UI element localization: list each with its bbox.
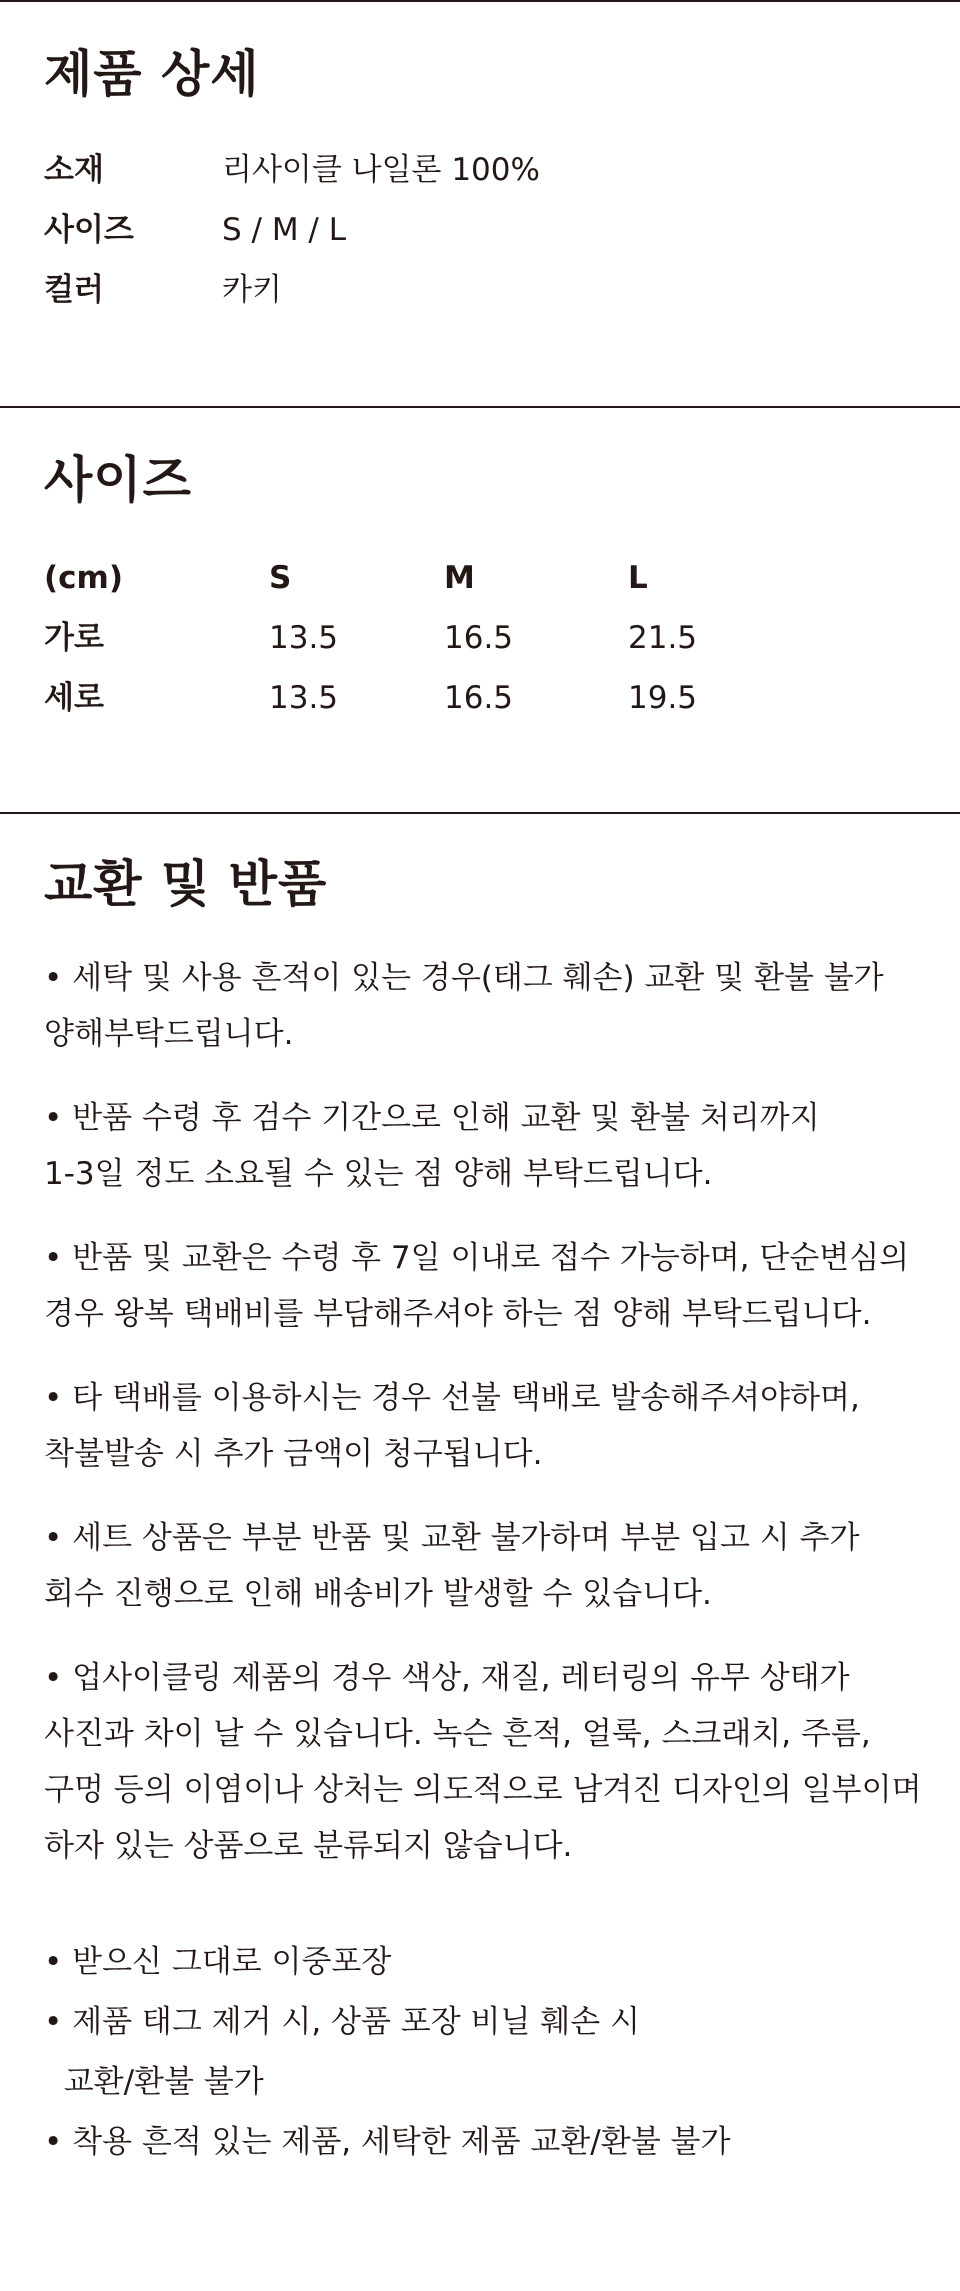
notice-line: 양해부탁드립니다. [44, 1016, 294, 1052]
notice-line: 회수 진행으로 인해 배송비가 발생할 수 있습니다. [44, 1576, 712, 1612]
size-header-s: S [269, 560, 292, 596]
size-header-m: M [444, 560, 475, 596]
notice-line: 하자 있는 상품으로 분류되지 않습니다. [44, 1828, 573, 1864]
size-cell: 21.5 [628, 620, 698, 656]
size-header-l: L [628, 560, 648, 596]
bullet-item: • 받으신 그대로 이중포장 [44, 1944, 392, 1980]
product-details-section [44, 44, 944, 344]
bullet-item: 교환/환불 불가 [44, 2064, 264, 2100]
size-cell: 16.5 [444, 620, 514, 656]
size-section [44, 450, 944, 750]
bullet-item: • 착용 흔적 있는 제품, 세탁한 제품 교환/환불 불가 [44, 2124, 731, 2160]
notice-line: 착불발송 시 추가 금액이 청구됩니다. [44, 1436, 543, 1472]
spec-value: 리사이클 나일론 100% [222, 152, 540, 188]
section-divider [0, 812, 960, 814]
size-row-label-height: 세로 [44, 680, 104, 716]
notice-line: • 업사이클링 제품의 경우 색상, 재질, 레터링의 유무 상태가 [44, 1660, 850, 1696]
notice-item [44, 1510, 954, 1622]
size-cell: 19.5 [628, 680, 698, 716]
product-details-title: 제품 상세 [44, 45, 260, 103]
spec-label: 소재 [44, 152, 104, 188]
notice-item [44, 1090, 954, 1202]
size-title: 사이즈 [44, 451, 192, 509]
exchange-return-title: 교환 및 반품 [44, 855, 328, 913]
size-cell: 16.5 [444, 680, 514, 716]
notice-item [44, 950, 954, 1062]
notice-line: 경우 왕복 택배비를 부담해주셔야 하는 점 양해 부탁드립니다. [44, 1296, 872, 1332]
spec-value: 카키 [222, 272, 282, 308]
notice-line: 1-3일 정도 소요될 수 있는 점 양해 부탁드립니다. [44, 1156, 713, 1192]
top-divider [0, 0, 960, 2]
notice-item [44, 1230, 954, 1342]
spec-label: 사이즈 [44, 212, 134, 248]
notice-line: • 세탁 및 사용 흔적이 있는 경우(태그 훼손) 교환 및 환불 불가 [44, 960, 884, 996]
size-row-label-width: 가로 [44, 620, 104, 656]
notice-line: 사진과 차이 날 수 있습니다. 녹슨 흔적, 얼룩, 스크래치, 주름, [44, 1716, 871, 1752]
notice-item [44, 1370, 954, 1482]
notice-line: • 반품 수령 후 검수 기간으로 인해 교환 및 환불 처리까지 [44, 1100, 820, 1136]
size-cell: 13.5 [269, 620, 339, 656]
notice-line: • 타 택배를 이용하시는 경우 선불 택배로 발송해주셔야하며, [44, 1380, 860, 1416]
notice-line: • 세트 상품은 부분 반품 및 교환 불가하며 부분 입고 시 추가 [44, 1520, 860, 1556]
spec-value: S / M / L [222, 212, 346, 248]
notice-line: • 반품 및 교환은 수령 후 7일 이내로 접수 가능하며, 단순변심의 [44, 1240, 910, 1276]
size-cell: 13.5 [269, 680, 339, 716]
spec-label: 컬러 [44, 272, 104, 308]
bullet-item: • 제품 태그 제거 시, 상품 포장 비닐 훼손 시 [44, 2004, 640, 2040]
exchange-return-section [44, 854, 944, 2254]
notice-line: 구멍 등의 이염이나 상처는 의도적으로 남겨진 디자인의 일부이며 [44, 1772, 922, 1808]
section-divider [0, 406, 960, 408]
size-header-unit: (cm) [44, 560, 124, 596]
notice-item [44, 1650, 954, 1874]
